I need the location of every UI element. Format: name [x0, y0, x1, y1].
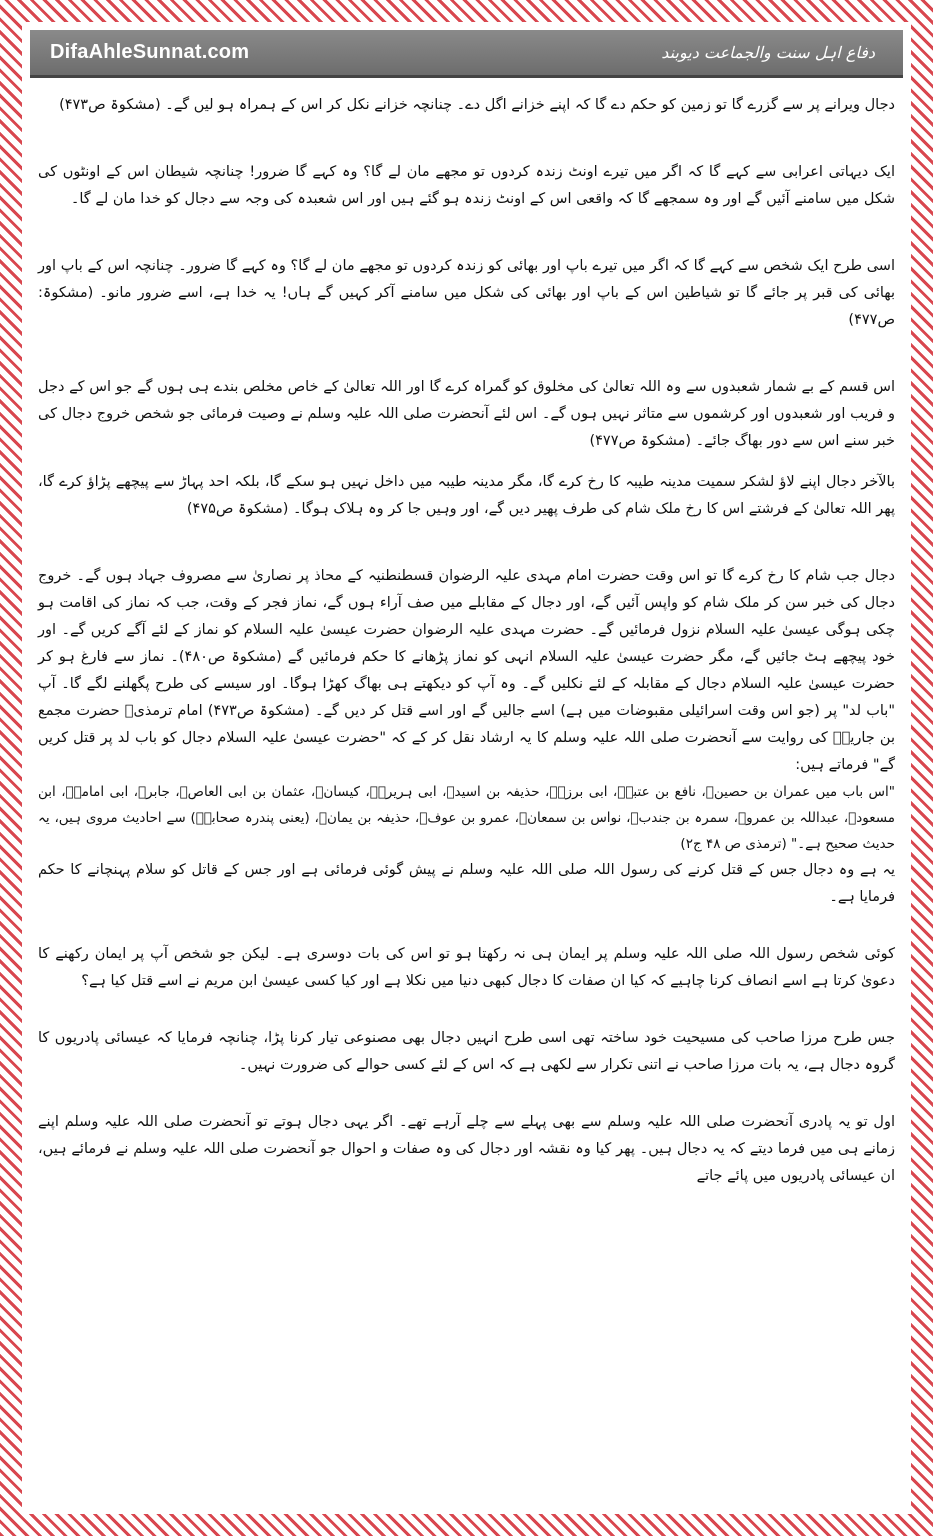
paragraph-9: جس طرح مرزا صاحب کی مسیحیت خود ساختہ تھی اسی طرح انہیں دجال بھی مصنوعی تیار کرنا پڑا، چنانچہ فرمایا کہ عیسائی پادریوں کا گروہ دجال ہے، یہ بات مرزا صاحب نے اتنی تکرار سے لکھی ہے کہ اس کے لئے کسی حوالے کی ضرورت نہیں۔ — [38, 1030, 895, 1073]
paragraph-6: دجال جب شام کا رخ کرے گا تو اس وقت حضرت امام مہدی علیہ الرضوان قسطنطنیہ کے محاذ پر نصاریٰ سے مصروف جہاد ہوں گے۔ خروج دجال کی خبر سن کر ملک شام کو واپس آئیں گے، اور دجال کے مقابلے میں صف آراء ہوں گے، نماز فجر کے وقت، جب کہ نماز کی اقامت ہو چکی ہوگی عیسیٰ علیہ السلام نزول فرمائیں گے۔ حضرت مہدی علیہ الرضوان حضرت عیسیٰ علیہ السلام کو نماز کے لئے آگے کریں گے۔ اور خود پیچھے ہٹ جائیں گے، مگر حضرت عیسیٰ علیہ السلام انہی کو نماز پڑھانے کا حکم فرمائیں گے (مشکوۃ ص۴۸۰)۔ نماز سے فارغ ہو کر حضرت عیسیٰ علیہ السلام دجال کے مقابلہ کے لئے نکلیں گے۔ وہ آپ کو دیکھتے ہی بھاگ کھڑا ہوگا۔ اور سیسے کی طرح پگھلنے لگے گا۔ آپ "باب لد" پر (جو اس وقت اسرائیلی مقبوضات میں ہے) اسے جالیں گے اور اسے قتل کر دیں گے۔ (مشکوۃ ص۴۷۳) امام ترمذیؒ حضرت مجمع بن جاریہؓ کی روایت سے آنحضرت صلی اللہ علیہ وسلم کا یہ ارشاد نقل کر کے کہ "حضرت عیسیٰ علیہ السلام دجال کو باب لد پر قتل کریں گے" فرماتے ہیں: — [38, 568, 896, 773]
paragraph-3: اسی طرح ایک شخص سے کہے گا کہ اگر میں تیرے باپ اور بھائی کو زندہ کردوں تو مجھے مان لے گا؟ وہ کہے گا ضرور۔ چنانچہ اس کے باپ اور بھائی کی قبر پر جائے گا تو شیاطین اس کے باپ اور بھائی کی شکل میں سامنے آکر کہیں گے ہاں! یہ خدا ہے، اسے ضرور مانو۔ (مشکوۃ: ص۴۷۷) — [38, 258, 895, 328]
paragraph-8: کوئی شخص رسول اللہ صلی اللہ علیہ وسلم پر ایمان ہی نہ رکھتا ہو تو اس کی بات دوسری ہے۔ لیکن جو شخص آپ پر ایمان رکھنے کا دعویٰ کرتا ہے اسے انصاف کرنا چاہیے کہ کیا ان صفات کا دجال کبھی دنیا میں نکلا ہے اور کیا کسی عیسیٰ ابن مریم نے اسے قتل کیا ہے؟ — [38, 946, 895, 989]
paragraph-10: اول تو یہ پادری آنحضرت صلی اللہ علیہ وسلم سے بھی پہلے سے چلے آرہے تھے۔ اگر یہی دجال ہوتے تو آنحضرت صلی اللہ علیہ وسلم اپنے زمانے ہی میں فرما دیتے کہ یہ دجال ہیں۔ پھر کیا وہ نقشہ اور دجال کی وہ صفات و احوال جو آنحضرت صلی اللہ علیہ وسلم نے فرمائے ہیں، ان عیسائی پادریوں میں پائے جاتے — [38, 1114, 895, 1184]
paragraph-2: ایک دیہاتی اعرابی سے کہے گا کہ اگر میں تیرے اونٹ زندہ کردوں تو مجھے مان لے گا؟ وہ کہے گا ضرور! چنانچہ شیطان اس کے اونٹوں کی شکل میں سامنے آئیں گے اور وہ سمجھے گا کہ واقعی اس کے اونٹ زندہ ہو گئے ہیں اور اس شعبدہ کی وجہ سے دجال کو خدا مان لے گا۔ — [38, 164, 895, 207]
hadith-quote: "اس باب میں عمران بن حصینؓ، نافع بن عتبہؓ، ابی برزہؓ، حذیفہ بن اسیدؓ، ابی ہریرہؓ، کیسانؓ، عثمان بن ابی العاصؓ، جابرؓ، ابی امامہؓ، ابن مسعودؓ، عبداللہ بن عمروؓ، سمرہ بن جندبؓ، نواس بن سمعانؓ، عمرو بن عوفؓ، حذیفہ بن یمانؓ، (یعنی پندرہ صحابہؓ) سے احادیث مروی ہیں، یہ حدیث صحیح ہے۔" (ترمذی ص ۴۸ ج۲) — [38, 784, 895, 852]
site-name[interactable]: DifaAhleSunnat.com — [50, 41, 250, 63]
organization-title: دفاع اہل سنت والجماعت دیوبند — [661, 43, 875, 62]
paragraph-1: دجال ویرانے پر سے گزرے گا تو زمین کو حکم دے گا کہ اپنے خزانے اگل دے۔ چنانچہ خزانے نکل کر اس کے ہمراہ ہو لیں گے۔ (مشکوۃ ص۴۷۳) — [59, 97, 895, 113]
header-bar — [30, 30, 903, 78]
paragraph-7: یہ ہے وہ دجال جس کے قتل کرنے کی رسول اللہ صلی اللہ علیہ وسلم نے پیش گوئی فرمائی ہے اور جس کے قاتل کو سلام پہنچانے کا حکم فرمایا ہے۔ — [38, 862, 895, 905]
paragraph-5: بالآخر دجال اپنے لاؤ لشکر سمیت مدینہ طیبہ کا رخ کرے گا، مگر مدینہ طیبہ میں داخل نہیں ہو سکے گا، بلکہ احد پہاڑ سے پیچھے پڑاؤ کرے گا، پھر اللہ تعالیٰ کے فرشتے اس کا رخ ملک شام کی طرف پھیر دیں گے، اور وہیں جا کر وہ ہلاک ہوگا۔ (مشکوۃ ص۴۷۵) — [38, 474, 895, 517]
paragraph-4: اس قسم کے بے شمار شعبدوں سے وہ اللہ تعالیٰ کی مخلوق کو گمراہ کرے گا اور اللہ تعالیٰ کے خاص مخلص بندے ہی ہوں گے جو اس کے دجل و فریب اور شعبدوں اور کرشموں سے متاثر نہیں ہوں گے۔ اس لئے آنحضرت صلی اللہ علیہ وسلم نے وصیت فرمائی جو شخص خروج دجال کی خبر سنے اس سے دور بھاگ جائے۔ (مشکوۃ ص۴۷۷) — [38, 379, 895, 449]
article-body — [38, 92, 895, 1190]
